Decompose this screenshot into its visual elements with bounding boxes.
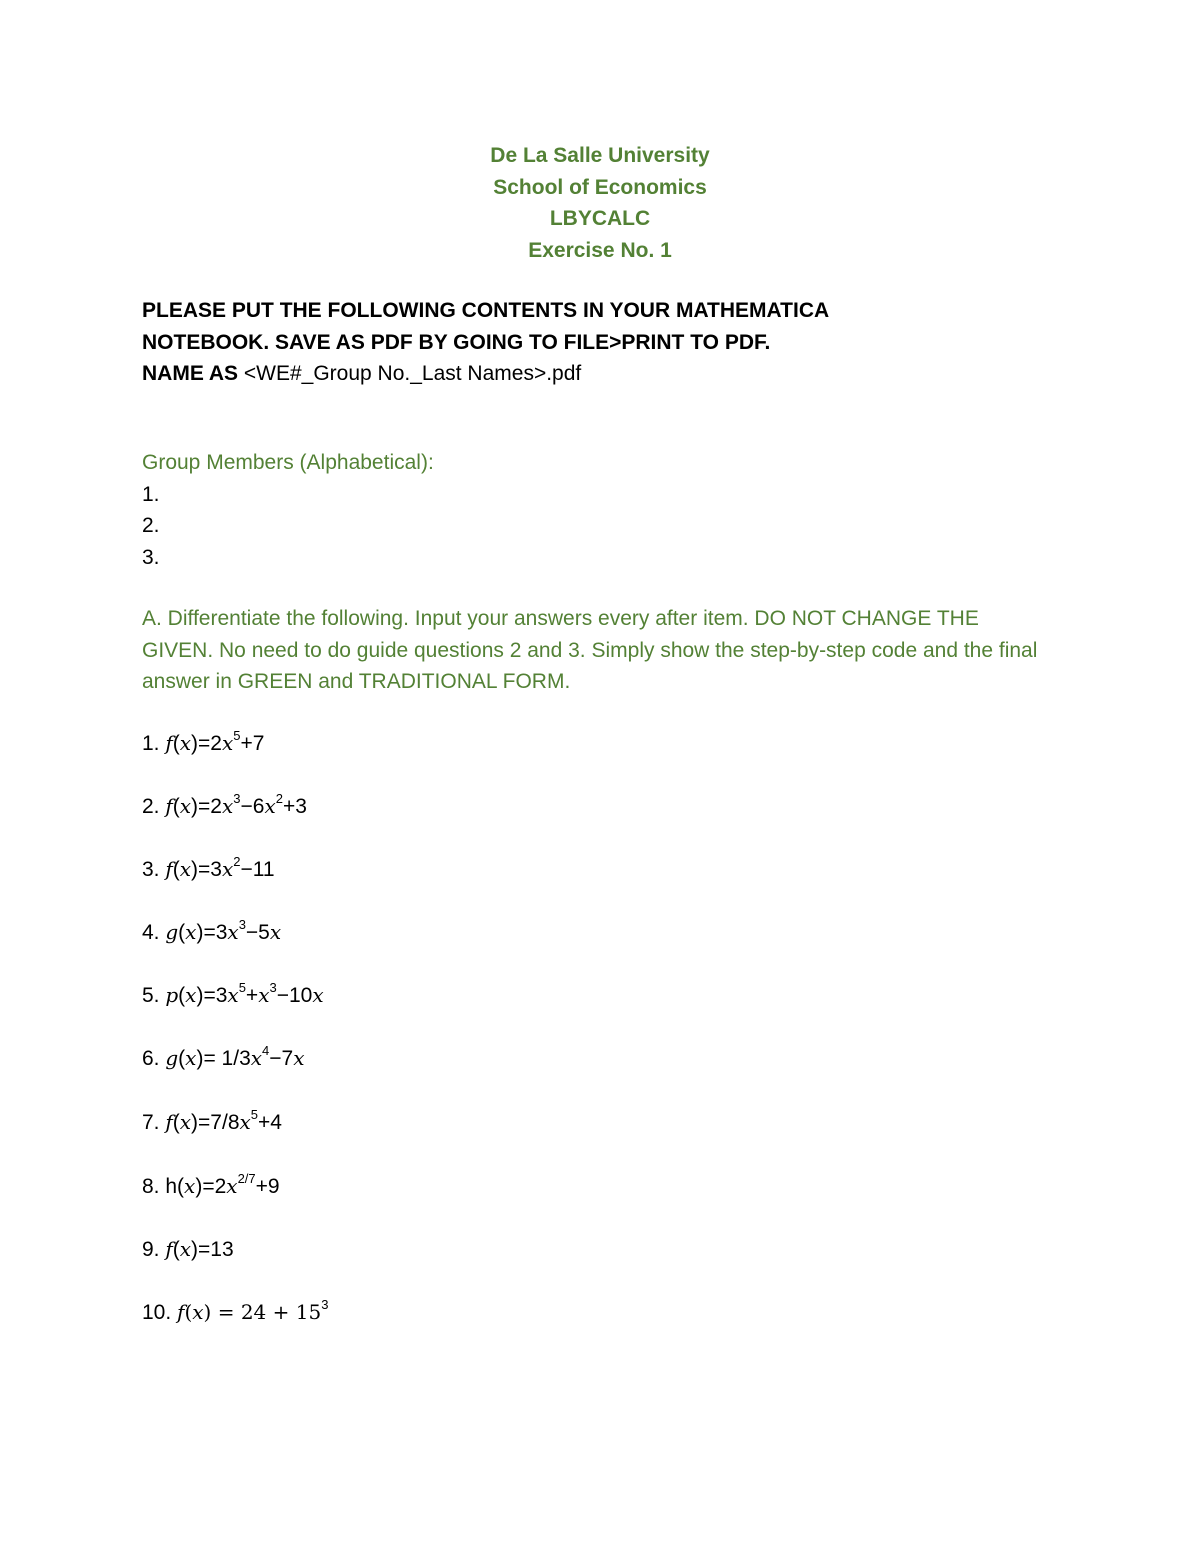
variable: x [293,1046,305,1070]
problem-item: 9. f(x)=13 [142,1237,234,1261]
instructions-line-3 [142,358,1102,390]
problem-item: 10. $f(x) = 24 + 15^3$ [142,1297,329,1324]
variable: x [226,1174,238,1198]
item-number: 8. [142,1175,160,1198]
variable: x [222,794,234,818]
exponent: 3 [321,1297,329,1312]
member-line: 2. [142,514,160,537]
file-name-format: <WE#_Group No._Last Names>.pdf [238,362,582,385]
exponent: 3 [238,917,246,932]
instructions-line-1: PLEASE PUT THE FOLLOWING CONTENTS IN YOUR MATHEMATICA [142,299,830,322]
variable: x [179,1110,192,1134]
exponent: 3 [269,980,277,995]
member-line: 3. [142,545,160,569]
problem-item: 3. $f(x)=3x^2-11$ [142,854,275,881]
item-number: 10. [142,1301,172,1324]
variable: x [185,920,197,944]
problem-item: 6. $g(x)= 1/3x^4-7x$ [142,1043,305,1070]
group-members-label: Group Members (Alphabetical): [142,451,434,474]
problem-item: 5. $p(x)=3x^5+x^3-10x$ [142,980,324,1007]
expression-part: −5 [245,921,270,944]
section-a-instructions: A. Differentiate the following. Input your answers every after item. DO NOT CHANGE THE GIVEN. No need to do guide questions 2 and 3. Simply show the step-by-step code and the final answer in GREEN and TRADITIONAL FORM. [142,607,1038,693]
exponent: 4 [262,1043,270,1058]
expression-part: +3 [282,795,307,818]
variable: x [222,857,234,881]
variable: x [179,1237,192,1261]
instructions-block [142,295,1102,390]
expression-part: =7/8 [198,1111,240,1134]
expression-part: + [245,984,259,1007]
exponent: 2 [275,791,283,806]
expression-part: =13 [198,1238,234,1261]
expression-part: =2 [198,795,222,818]
variable: x [250,1046,263,1070]
expression-part: = 1/3 [203,1047,251,1070]
university-name: De La Salle University [490,144,710,167]
expression-part: = 24 + 15 [211,1300,322,1324]
school-name: School of Economics [493,175,707,199]
function-name: f [165,857,173,881]
exercise-title: Exercise No. 1 [528,238,672,262]
item-number: 1. [142,732,160,755]
problem-item: 1. $f(x)=2x^5+7$ [142,728,265,755]
function-name: f [165,1110,173,1134]
variable: x [222,731,234,755]
item-number: 5. [142,984,160,1007]
variable: x [258,983,270,1007]
variable: x [269,920,282,944]
function-name: f [165,1237,173,1261]
variable: x [185,1046,197,1070]
item-number: 6. [142,1047,160,1070]
document-header [0,140,1200,266]
problem-item: 2. $f(x)=2x^3-6x^2+3$ [142,791,307,818]
variable: x [192,1300,204,1324]
course-code: LBYCALC [549,207,651,230]
expression-part: +4 [258,1111,282,1134]
problem-item: 7. $f(x)=7/8x^5+4$ [142,1107,282,1134]
variable: x [179,731,192,755]
exponent: 2/7 [237,1171,256,1186]
problem-item: 4. $g(x)=3x^3-5x$ [142,917,282,944]
variable: x [227,920,239,944]
function-name: h [165,1175,178,1198]
expression-part: =2 [202,1175,227,1198]
variable: x [179,857,192,881]
expression-part: =3 [198,858,222,881]
expression-part: −11 [240,858,275,881]
expression-part: +7 [240,732,265,755]
expression-part: =2 [198,732,222,755]
function-name: p [165,983,179,1007]
expression-part: −6 [240,795,265,818]
exponent: 5 [233,728,241,743]
variable: x [312,983,324,1007]
group-members-block [142,447,1102,573]
expression-part: =3 [203,921,228,944]
variable: x [239,1110,251,1134]
item-number: 4. [142,921,160,944]
variable: x [185,983,197,1007]
member-line: 1. [142,482,160,506]
function-name: g [165,1046,179,1070]
exponent: 2 [233,854,241,869]
exponent: 5 [238,980,246,995]
function-name: f [165,731,173,755]
item-number: 3. [142,858,160,881]
function-name: f [177,1300,185,1324]
expression-part: =3 [203,984,228,1007]
expression-part: +9 [255,1175,280,1198]
expression-part: −10 [276,984,313,1007]
variable: x [179,794,192,818]
function-name: g [165,920,179,944]
problem-item: 8. $h(x)=2x^{2/7}+9$ [142,1171,280,1198]
item-number: 7. [142,1111,160,1134]
instructions-line-2: NOTEBOOK. SAVE AS PDF BY GOING TO FILE>PRINT TO PDF. [142,330,771,354]
exponent: 3 [233,791,241,806]
variable: x [227,983,239,1007]
expression-part: −7 [269,1047,294,1070]
item-number: 2. [142,795,160,818]
name-as-label: NAME AS [142,362,239,385]
exponent: 5 [250,1107,259,1122]
variable: x [264,794,276,818]
item-number: 9. [142,1238,160,1261]
function-name: f [165,794,173,818]
variable: x [184,1174,196,1198]
